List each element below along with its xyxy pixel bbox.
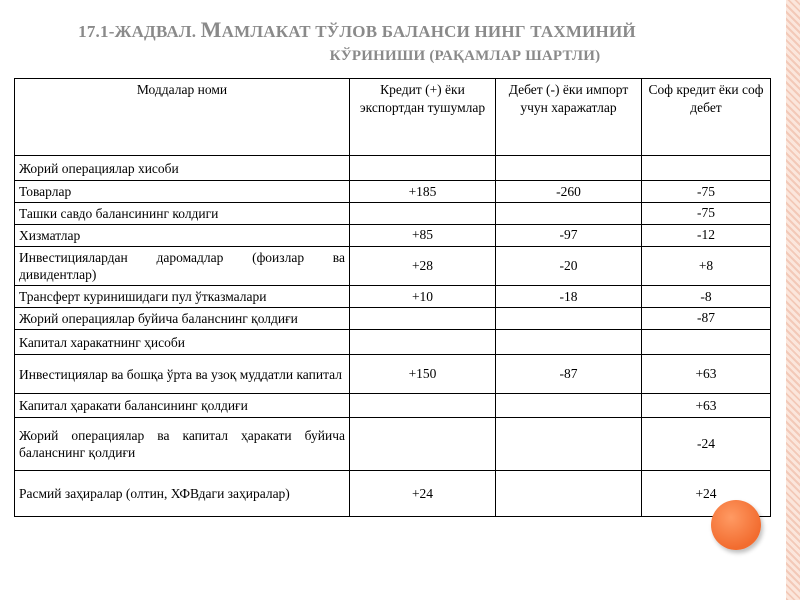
row-name: Инвестициялардан даромадлар (фоизлар ва дивидентлар): [15, 247, 350, 286]
title-rest: АМЛАКАТ ТЎЛОВ БАЛАНСИ НИНГ ТАХМИНИЙ: [221, 22, 636, 41]
row-net: -12: [642, 225, 771, 247]
row-debit: [496, 418, 642, 471]
row-name: Расмий заҳиралар (олтин, ХФВдаги заҳиралар): [15, 471, 350, 517]
row-name: Ташки савдо балансининг колдиги: [15, 203, 350, 225]
row-name: Инвестициялар ва бошқа ўрта ва узоқ муддатли капитал: [15, 355, 350, 394]
row-debit: -97: [496, 225, 642, 247]
balance-table: [14, 78, 771, 517]
table-header-row: [15, 79, 771, 156]
header-net: Соф кредит ёки соф дебет: [642, 79, 771, 156]
row-net: -75: [642, 203, 771, 225]
table-row: [15, 418, 771, 471]
table-row: [15, 286, 771, 308]
row-debit: -87: [496, 355, 642, 394]
row-debit: [496, 308, 642, 330]
table-row: [15, 181, 771, 203]
table-row: [15, 330, 771, 355]
row-net: +24: [642, 471, 771, 517]
row-credit: [350, 156, 496, 181]
row-net: +8: [642, 247, 771, 286]
row-credit: +28: [350, 247, 496, 286]
table-row: [15, 355, 771, 394]
header-debit: Дебет (-) ёки импорт учун харажатлар: [496, 79, 642, 156]
header-credit: Кредит (+) ёки экспортдан тушумлар: [350, 79, 496, 156]
row-debit: [496, 394, 642, 418]
row-credit: +10: [350, 286, 496, 308]
row-name: Товарлар: [15, 181, 350, 203]
row-credit: [350, 330, 496, 355]
page-title: [0, 18, 800, 68]
table-row: [15, 394, 771, 418]
title-line-2: КЎРИНИШИ (РАҚАМЛАР ШАРТЛИ): [329, 48, 601, 64]
row-net: +63: [642, 394, 771, 418]
row-credit: +24: [350, 471, 496, 517]
decorative-orange-circle: [711, 500, 761, 550]
table-row: [15, 156, 771, 181]
row-credit: [350, 394, 496, 418]
row-name: Капитал ҳаракати балансининг қолдиғи: [15, 394, 350, 418]
row-net: -24: [642, 418, 771, 471]
row-net: +63: [642, 355, 771, 394]
table-row: [15, 471, 771, 517]
row-credit: +185: [350, 181, 496, 203]
row-credit: [350, 418, 496, 471]
table-row: [15, 247, 771, 286]
row-name: Жорий операциялар хисоби: [15, 156, 350, 181]
table-row: [15, 308, 771, 330]
row-debit: -20: [496, 247, 642, 286]
row-net: -75: [642, 181, 771, 203]
title-big-letter: М: [200, 17, 222, 42]
row-debit: [496, 156, 642, 181]
table-row: [15, 203, 771, 225]
row-debit: [496, 203, 642, 225]
row-net: [642, 330, 771, 355]
title-line-1: [0, 18, 800, 44]
row-credit: [350, 308, 496, 330]
row-credit: +85: [350, 225, 496, 247]
row-name: Хизматлар: [15, 225, 350, 247]
title-prefix: 17.1-ЖАДВАЛ.: [78, 22, 201, 41]
row-net: [642, 156, 771, 181]
row-debit: -260: [496, 181, 642, 203]
row-net: -87: [642, 308, 771, 330]
table-row: [15, 225, 771, 247]
header-item-name: Моддалар номи: [15, 79, 350, 156]
row-name: Трансферт куринишидаги пул ўтказмалари: [15, 286, 350, 308]
row-name: Жорий операциялар ва капитал ҳаракати буйича баланснинг қолдиғи: [15, 418, 350, 471]
row-credit: [350, 203, 496, 225]
decorative-side-border: [786, 0, 800, 600]
row-name: Жорий операциялар буйича баланснинг қолдиғи: [15, 308, 350, 330]
row-debit: [496, 471, 642, 517]
row-debit: -18: [496, 286, 642, 308]
row-name: Капитал харакатнинг ҳисоби: [15, 330, 350, 355]
row-debit: [496, 330, 642, 355]
row-net: -8: [642, 286, 771, 308]
row-credit: +150: [350, 355, 496, 394]
